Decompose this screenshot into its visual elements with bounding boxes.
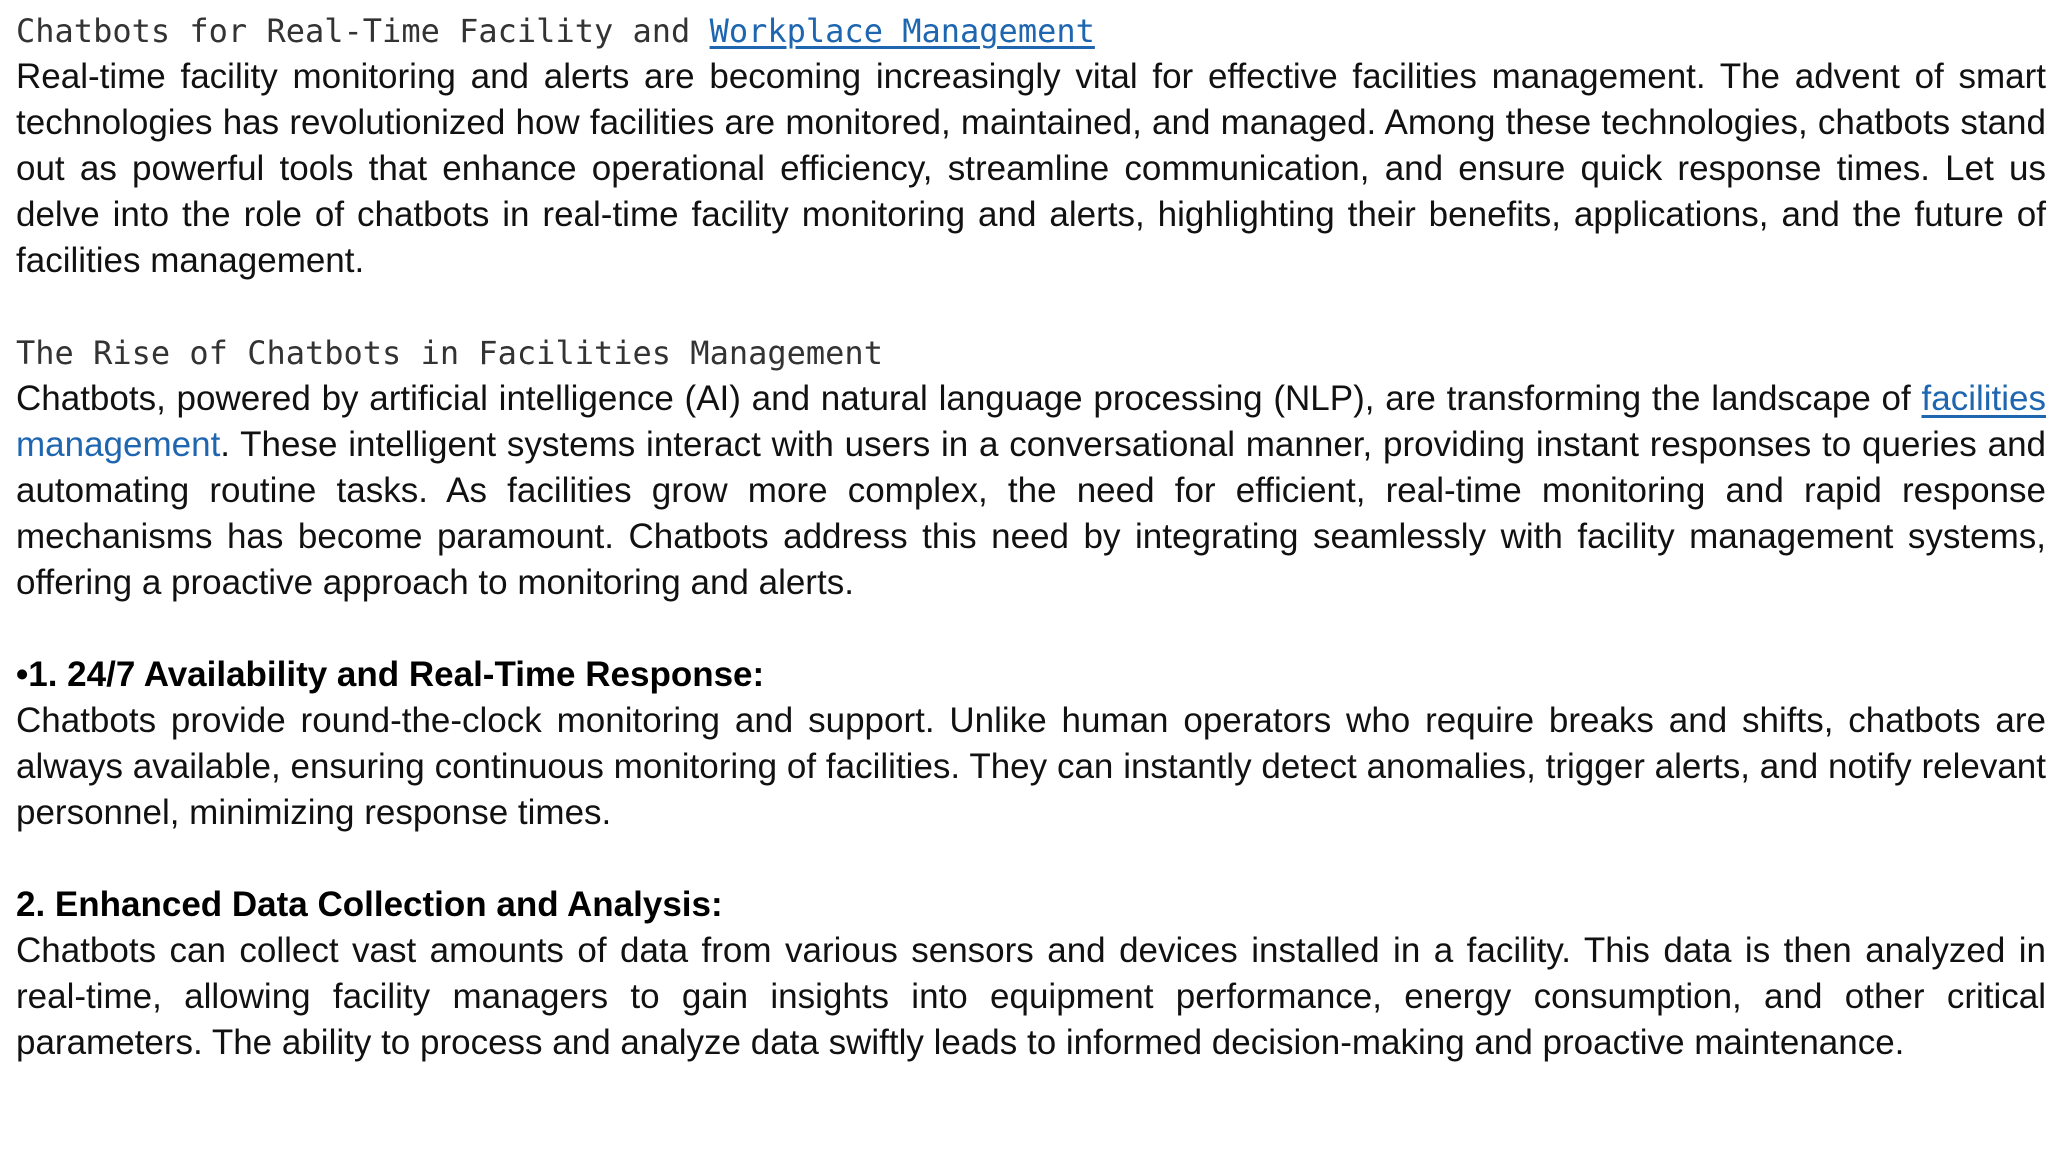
spacer xyxy=(16,606,2046,652)
document-page xyxy=(16,8,2046,1066)
article-title-text: Chatbots for Real-Time Facility and xyxy=(16,12,710,50)
rise-paragraph-text-start: Chatbots, powered by artificial intelligence (AI) and natural language processing (NLP), are transforming the landscape of xyxy=(16,379,1922,418)
point-heading-data-collection: 2. Enhanced Data Collection and Analysis: xyxy=(16,885,723,924)
spacer xyxy=(16,836,2046,882)
article-title xyxy=(16,8,2046,54)
workplace-management-link[interactable]: Workplace Management xyxy=(709,12,1095,50)
management-link-text[interactable]: management xyxy=(16,425,221,464)
data-collection-paragraph: Chatbots can collect vast amounts of data from various sensors and devices installed in a facility. This data is then analyzed in real-time, allowing facility managers to gain insights into equipment performance, energy consumption, and other critical parameters. The ability to process and analyze data swiftly leads to informed decision-making and proactive maintenance. xyxy=(16,931,2046,1062)
section-heading-rise: The Rise of Chatbots in Facilities Management xyxy=(16,334,883,372)
facilities-link[interactable]: facilities xyxy=(1921,379,2046,418)
intro-paragraph: Real-time facility monitoring and alerts are becoming increasingly vital for effective facilities management. The advent of smart technologies has revolutionized how facilities are monitored, maintained, and managed. Among these technologies, chatbots stand out as powerful tools that enhance operational efficiency, streamline communication, and ensure quick response times. Let us delve into the role of chatbots in real-time facility monitoring and alerts, highlighting their benefits, applications, and the future of facilities management. xyxy=(16,57,2046,280)
rise-paragraph-text-end: . These intelligent systems interact with users in a conversational manner, providing instant responses to queries and automating routine tasks. As facilities grow more complex, the need for efficient, real-time monitoring and rapid response mechanisms has become paramount. Chatbots address this need by integrating seamlessly with facility management systems, offering a proactive approach to monitoring and alerts. xyxy=(16,425,2046,602)
point-heading-availability: •1. 24/7 Availability and Real-Time Response: xyxy=(16,655,765,694)
spacer xyxy=(16,284,2046,330)
availability-paragraph: Chatbots provide round-the-clock monitoring and support. Unlike human operators who require breaks and shifts, chatbots are always available, ensuring continuous monitoring of facilities. They can instantly detect anomalies, trigger alerts, and notify relevant personnel, minimizing response times. xyxy=(16,701,2046,832)
rise-paragraph xyxy=(16,376,2046,606)
